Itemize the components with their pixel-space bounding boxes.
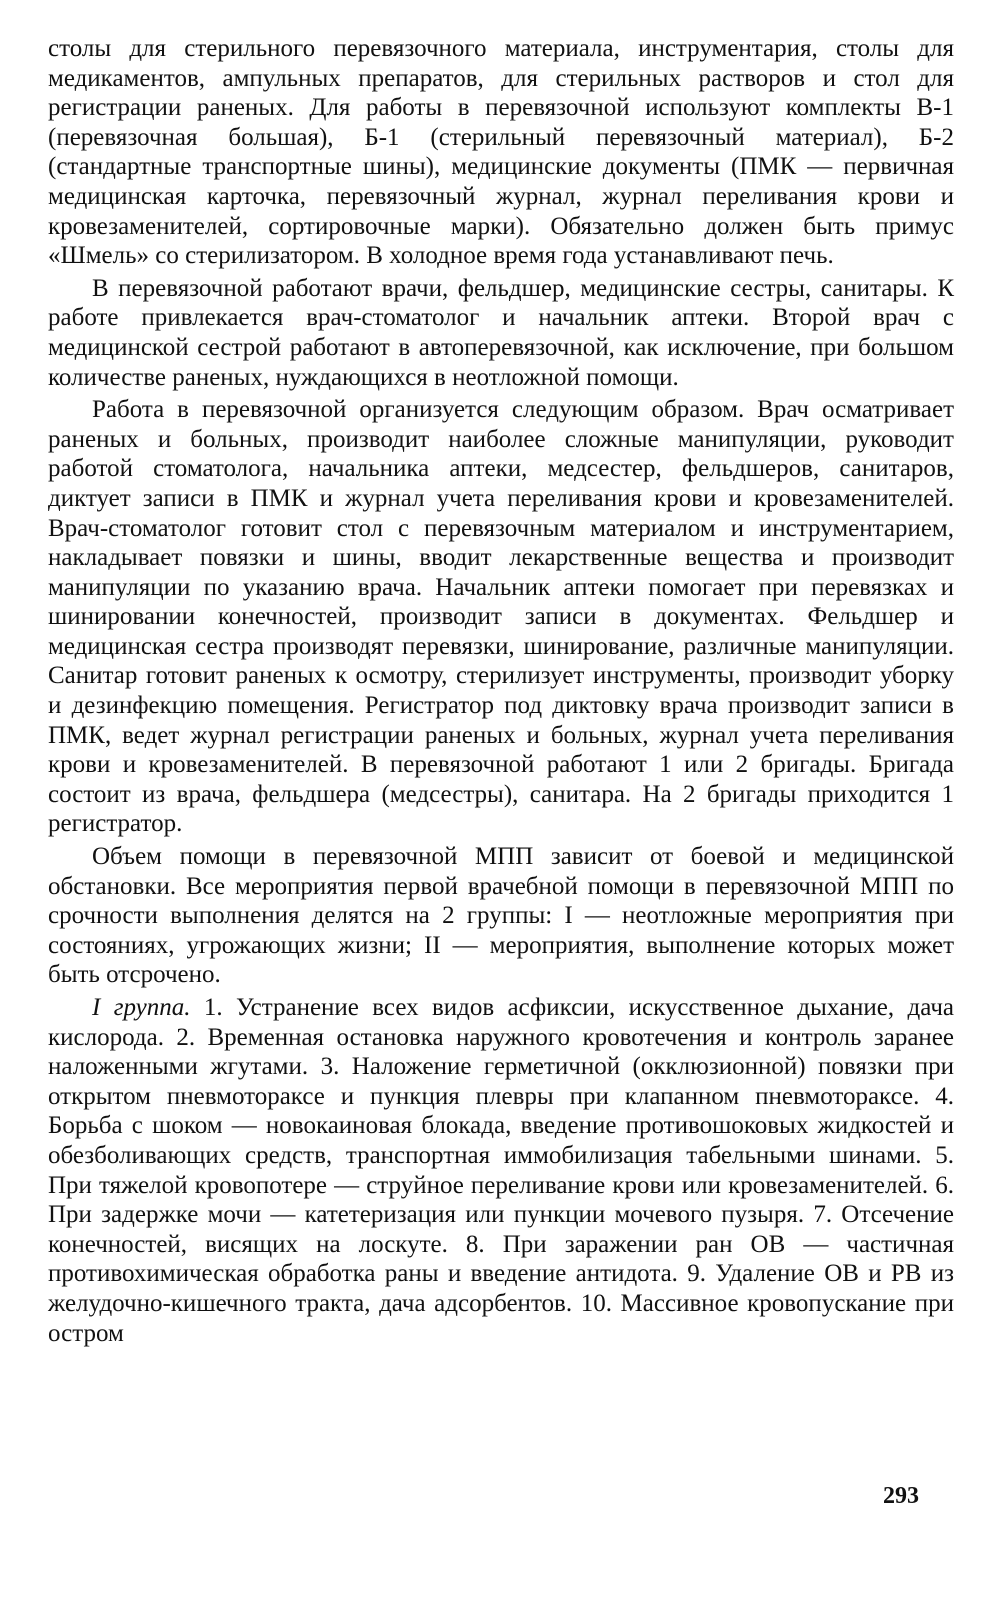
paragraph-volume-of-aid: Объем помощи в перевязочной МПП зависит от боевой и медицинской обстановки. Все мероприятия первой врачебной помощи в перевязочной МПП по срочности выполнения делятся на 2 группы: I — неотложные мероприятия при состояниях, угрожающих жизни; II — мероприятия, выполнение которых может быть отсрочено. xyxy=(48,843,954,989)
group-text: 1. Устранение всех видов асфиксии, искусственное дыхание, дача кислорода. 2. Временная остановка наружного кровотечения и контроль заранее наложенными жгутами. 3. Наложение герметичной (окклюзионной) повязки при открытом пневмотораксе и пункция плевры при клапанном пневмотораксе. 4. Борьба с шоком — новокаиновая блокада, введение противошоковых жидкостей и обезболивающих средств, транспортная иммобилизация табельными шинами. 5. При тяжелой кровопотере — струйное переливание крови или кровезаменителей. 6. При задержке мочи — катетеризация или пункции мочевого пузыря. 7. Отсечение конечностей, висящих на лоскуте. 8. При заражении ран ОВ — частичная противохимическая обработка раны и введение антидота. 9. Удаление ОВ и РВ из желудочно-кишечного тракта, дача адсорбентов. 10. Массивное кровопускание при остром xyxy=(48,994,954,1347)
paragraph-group-one xyxy=(48,993,954,1348)
paragraph-equipment: столы для стерильного перевязочного материала, инструментария, столы для медикаментов, ампульных препаратов, для стерильных растворов и стол для регистрации раненых. Для работы в перевязочной используют комплекты В-1 (перевязочная большая), Б-1 (стерильный перевязочный материал), Б-2 (стандартные транспортные шины), медицинские документы (ПМК — первичная медицинская карточка, перевязочный журнал, журнал переливания крови и кровезаменителей, сортировочные марки). Обязательно должен быть примус «Шмель» со стерилизатором. В холодное время года устанавливают печь. xyxy=(48,35,954,270)
paragraph-work-organization: Работа в перевязочной организуется следующим образом. Врач осматривает раненых и больных, производит наиболее сложные манипуляции, руководит работой стоматолога, начальника аптеки, медсестер, фельдшеров, санитаров, диктует записи в ПМК и журнал учета переливания крови и кровезаменителей. Врач-стоматолог готовит стол с перевязочным материалом и инструментарием, накладывает повязки и шины, вводит лекарственные вещества и производит манипуляции по указанию врача. Начальник аптеки помогает при перевязках и шинировании конечностей, производит записи в документах. Фельдшер и медицинская сестра производят перевязки, шинирование, различные манипуляции. Санитар готовит раненых к осмотру, стерилизует инструменты, производит уборку и дезинфекцию помещения. Регистратор под диктовку врача производит записи в ПМК, ведет журнал регистрации раненых и больных, журнал учета переливания крови и кровезаменителей. В перевязочной работают 1 или 2 бригады. Бригада состоит из врача, фельдшера (медсестры), санитара. На 2 бригады приходится 1 регистратор. xyxy=(48,396,954,838)
paragraph-staff: В перевязочной работают врачи, фельдшер, медицинские сестры, санитары. К работе привлекается врач-стоматолог и начальник аптеки. Второй врач с медицинской сестрой работают в автоперевязочной, как исключение, при большом количестве раненых, нуждающихся в неотложной помощи. xyxy=(48,274,954,391)
group-label: I группа. xyxy=(92,994,191,1021)
document-page xyxy=(48,34,954,1348)
page-number: 293 xyxy=(883,1483,919,1509)
